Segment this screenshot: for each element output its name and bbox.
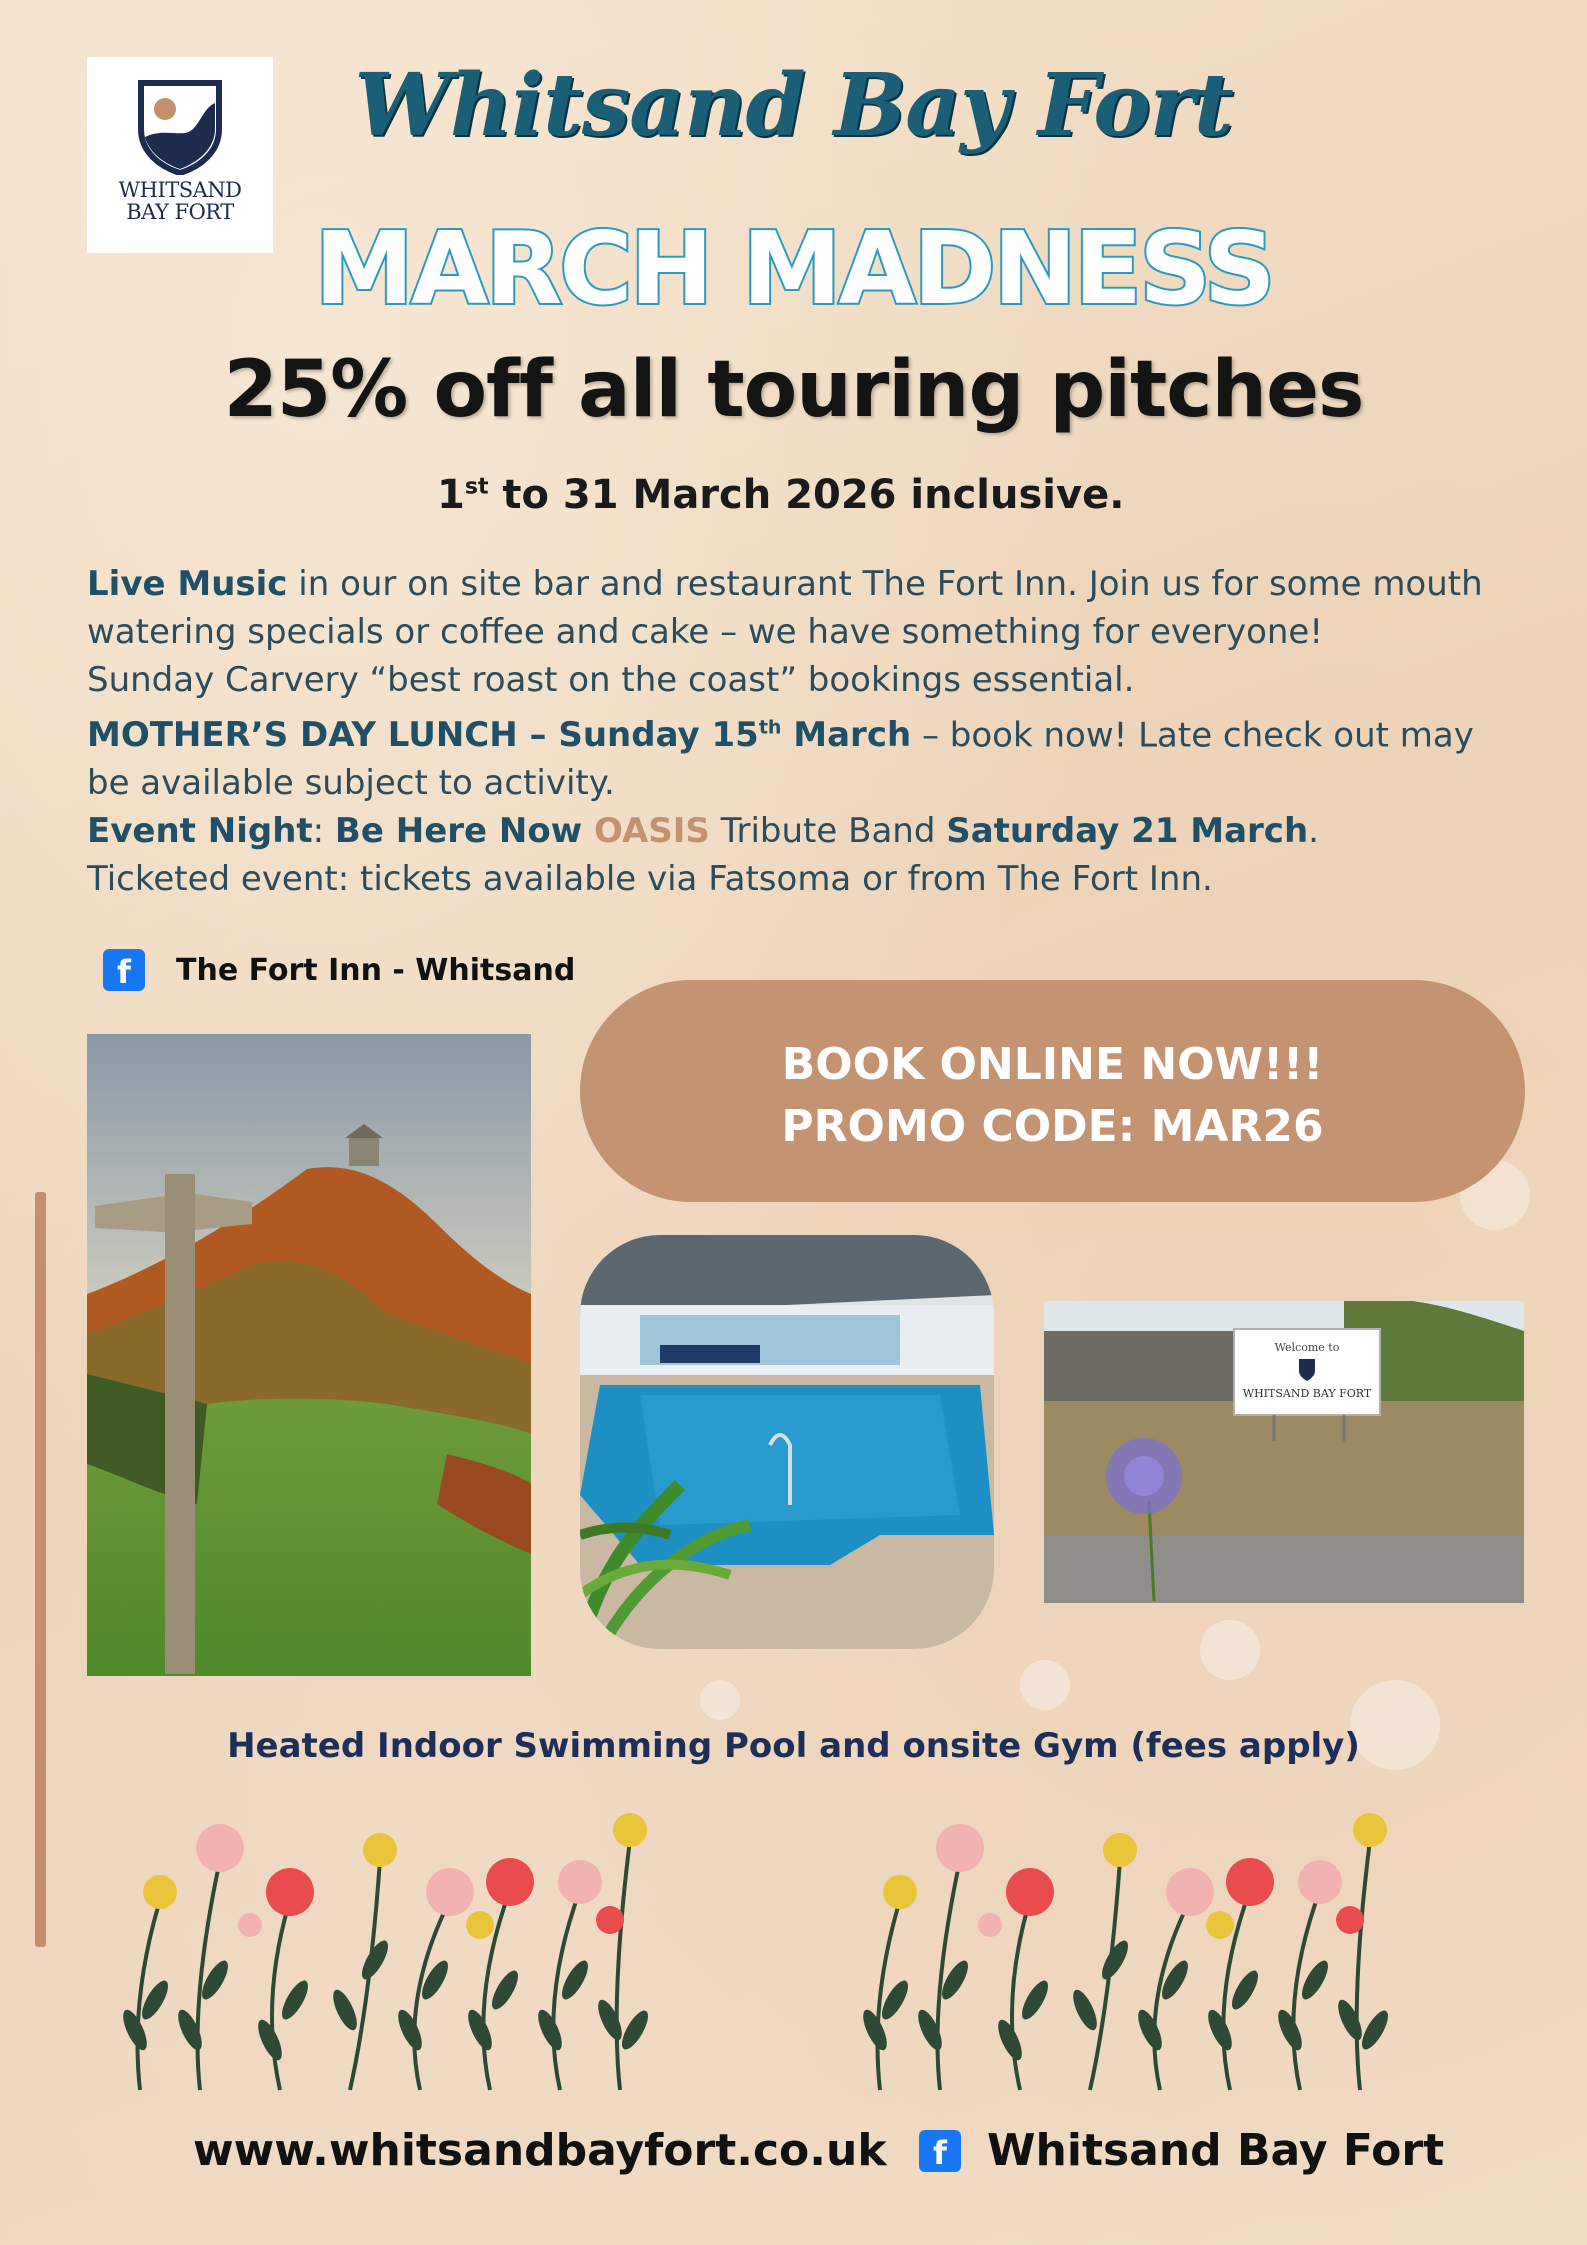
event-details <box>87 560 1527 903</box>
mothers-day-sup: th <box>758 717 782 739</box>
event-label: Event Night <box>87 811 313 852</box>
carvery-paragraph: Sunday Carvery “best roast on the coast” bookings essential. <box>87 660 1135 700</box>
bokeh-dot <box>1020 1660 1070 1710</box>
mothers-day-paragraph <box>87 704 1527 807</box>
logo-line2: BAY FORT <box>126 200 234 224</box>
promo-code-label: PROMO CODE: MAR26 <box>781 1101 1324 1152</box>
offer-headline: 25% off all touring pitches <box>223 345 1364 435</box>
book-online-button[interactable] <box>580 980 1525 1202</box>
facebook-page-link[interactable]: Whitsand Bay Fort <box>987 2125 1445 2176</box>
pool-caption: Heated Indoor Swimming Pool and onsite Gym (fees apply) <box>227 1726 1360 1766</box>
sign-welcome: Welcome to <box>1274 1341 1340 1354</box>
date-day: 1 <box>437 472 465 518</box>
event-date: Saturday 21 March <box>946 811 1309 852</box>
flowers-illustration <box>120 1800 1500 2104</box>
event-period: . <box>1308 811 1319 852</box>
date-suffix: st <box>464 474 489 500</box>
event-colon: : <box>312 811 335 852</box>
book-online-label: BOOK ONLINE NOW!!! <box>781 1039 1324 1090</box>
mothers-day-label <box>87 715 911 755</box>
event-tribute: Tribute Band <box>709 811 947 852</box>
hill-photo <box>87 1034 531 1676</box>
page-title: Whitsand Bay Fort <box>354 55 1233 156</box>
facebook-icon[interactable]: f <box>919 2130 961 2172</box>
pool-photo <box>580 1235 994 1649</box>
facebook-inn-link[interactable]: The Fort Inn - Whitsand <box>176 953 576 988</box>
website-link[interactable]: www.whitsandbayfort.co.uk <box>193 2125 887 2176</box>
promo-headline: MARCH MADNESS <box>314 210 1273 327</box>
date-rest: to 31 March 2026 inclusive. <box>488 472 1125 518</box>
facebook-icon[interactable]: f <box>103 949 145 991</box>
mothers-day-title: MOTHER’S DAY LUNCH – Sunday 15 <box>87 715 759 756</box>
bokeh-dot <box>700 1680 740 1720</box>
bokeh-dot <box>1200 1620 1260 1680</box>
mothers-day-text: – book now! Late check out may be available subject to activity. <box>87 715 1474 804</box>
logo-line1: WHITSAND <box>118 178 242 202</box>
sign-name: WHITSAND BAY FORT <box>1242 1387 1372 1400</box>
mothers-day-month: March <box>781 715 912 756</box>
live-music-label: Live Music <box>87 564 288 604</box>
date-range <box>437 472 1124 518</box>
ticketed-paragraph: Ticketed event: tickets available via Fatsoma or from The Fort Inn. <box>87 859 1213 900</box>
decorative-rule <box>35 1192 46 1947</box>
live-music-text: in our on site bar and restaurant The Fort Inn. Join us for some mouth watering specials or coffee and cake – we have something for everyone! <box>87 564 1483 652</box>
event-oasis: OASIS <box>593 811 710 852</box>
live-music-paragraph <box>87 560 1527 656</box>
entrance-sign-photo <box>1044 1301 1524 1603</box>
event-band: Be Here Now <box>334 811 594 852</box>
event-night-paragraph <box>87 807 1527 855</box>
